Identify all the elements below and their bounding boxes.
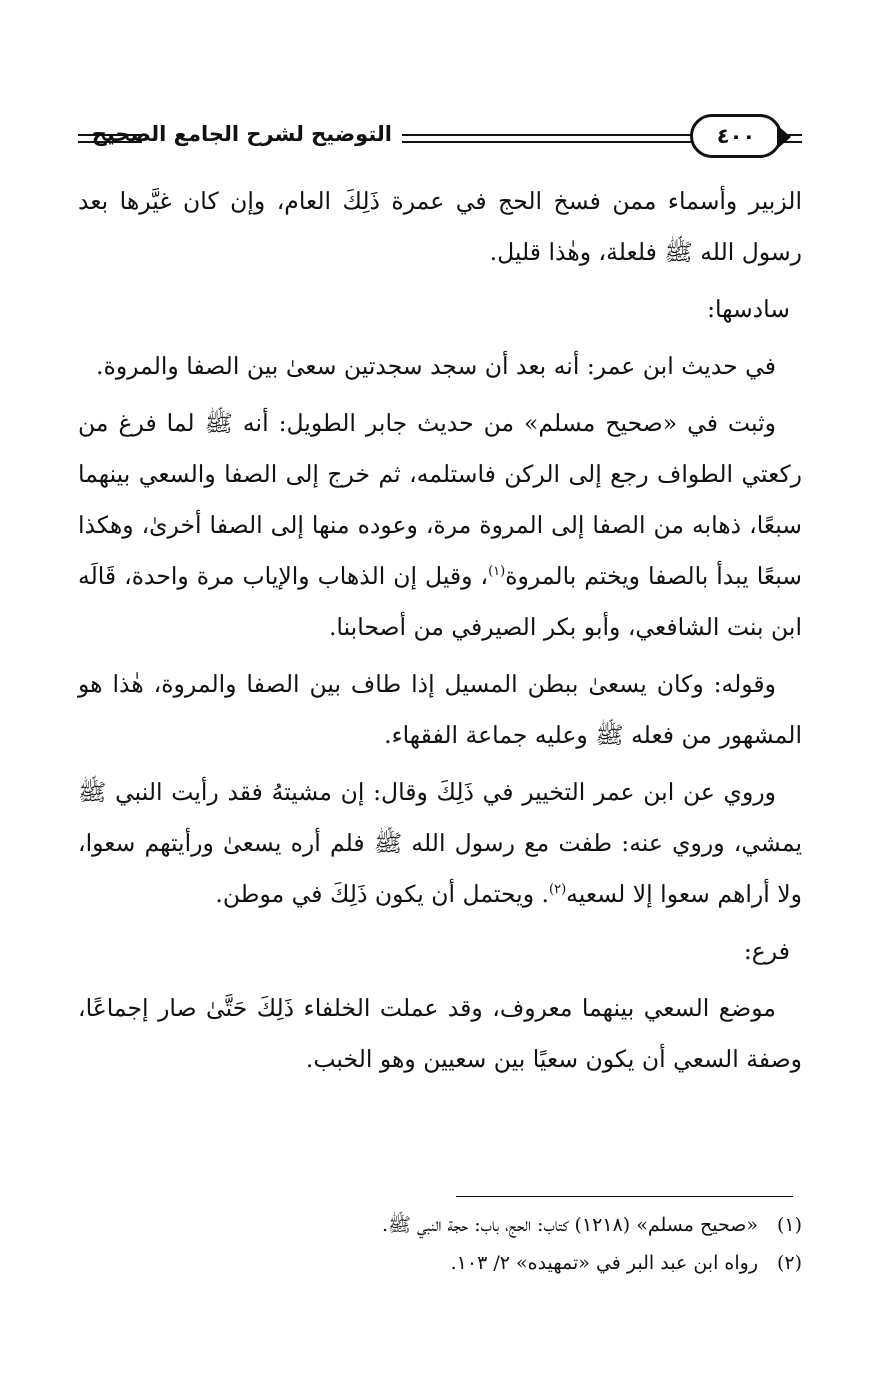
paragraph	[78, 983, 802, 1085]
footnote-number: (١)	[776, 1214, 802, 1236]
section-label-text: سادسها:	[707, 295, 790, 323]
footnote-item	[78, 1244, 802, 1282]
paragraph	[78, 767, 802, 920]
paragraph	[78, 659, 802, 761]
paragraph-text-continued: . ويحتمل أن يكون ذَلِكَ في موطن.	[215, 880, 549, 908]
paragraph	[78, 341, 802, 392]
header-rule-right	[780, 134, 802, 143]
paragraph	[78, 176, 802, 278]
main-text	[78, 176, 802, 1091]
footnote-separator	[456, 1196, 793, 1197]
footnote-text: رواه ابن عبد البر في «تمهيده» ٢/ ١٠٣.	[450, 1252, 758, 1274]
page-number-badge: ٤٠٠	[690, 114, 782, 158]
paragraph-text: الزبير وأسماء ممن فسخ الحج في عمرة ذَلِكَ العام، وإن كان غيَّرها بعد رسول الله ﷺ فلعلة، وهٰذا قليل.	[78, 187, 802, 266]
book-title: التوضيح لشرح الجامع الصحيح	[91, 122, 392, 146]
footnote-item	[78, 1206, 802, 1244]
section-label	[78, 926, 802, 977]
paragraph	[78, 398, 802, 653]
section-label	[78, 284, 802, 335]
paragraph-text: في حديث ابن عمر: أنه بعد أن سجد سجدتين سعىٰ بين الصفا والمروة.	[96, 352, 776, 380]
footnotes	[78, 1206, 802, 1282]
footnote-number: (٢)	[776, 1252, 802, 1274]
footnote-text: «صحيح مسلم» (١٢١٨) كتاب: الحج، باب: حجة النبي ﷺ.	[381, 1214, 758, 1236]
paragraph-text: وقوله: وكان يسعىٰ ببطن المسيل إذا طاف بين الصفا والمروة، هٰذا هو المشهور من فعله ﷺ وعليه جماعة الفقهاء.	[78, 670, 802, 749]
paragraph-text-continued: ، وقيل إن الذهاب والإياب مرة واحدة، قَالَه ابن بنت الشافعي، وأبو بكر الصيرفي من أصحابنا.	[78, 562, 802, 641]
header-rule-middle	[402, 134, 694, 143]
footnote-ref[interactable]: (٢)	[549, 882, 567, 898]
paragraph-text: وروي عن ابن عمر التخيير في ذَلِكَ وقال: إن مشيتهُ فقد رأيت النبي ﷺ يمشي، وروي عنه: طفت مع رسول الله ﷺ فلم أره يسعىٰ ورأيتهم سعوا، ولا أراهم سعوا إلا لسعيه	[78, 778, 802, 908]
section-label-text: فرع:	[743, 937, 790, 965]
paragraph-text: موضع السعي بينهما معروف، وقد عملت الخلفاء ذَلِكَ حَتَّىٰ صار إجماعًا، وصفة السعي أن يكون سعيًا بين سعيين وهو الخبب.	[78, 994, 802, 1073]
paragraph-text: وثبت في «صحيح مسلم» من حديث جابر الطويل: أنه ﷺ لما فرغ من ركعتي الطواف رجع إلى الركن فاستلمه، ثم خرج إلى الصفا والسعي بينهما سبعًا، ذهابه من الصفا إلى المروة مرة، وعوده منها إلى الصفا أخرىٰ، وهكذا سبعًا يبدأ بالصفا ويختم بالمروة	[78, 409, 802, 590]
footnote-ref[interactable]: (١)	[488, 564, 506, 580]
running-header	[78, 112, 802, 162]
